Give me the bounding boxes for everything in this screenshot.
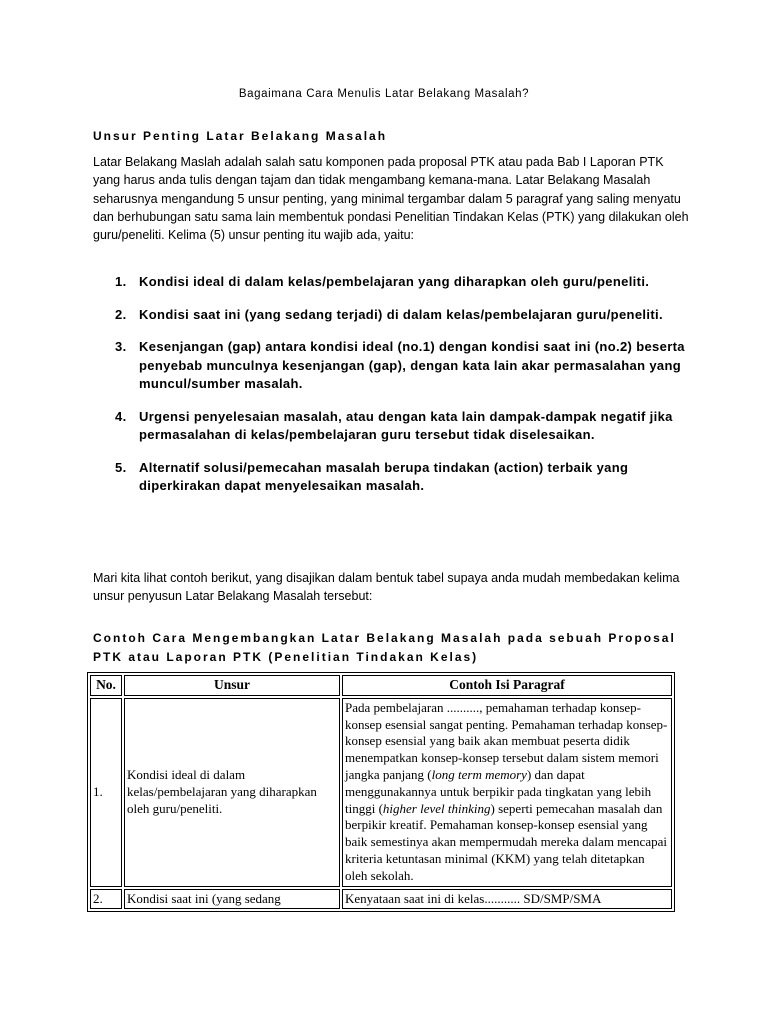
row-no: 1. (90, 698, 122, 887)
list-number: 4. (115, 408, 127, 424)
document-title: Bagaimana Cara Menulis Latar Belakang Masalah? (238, 88, 530, 100)
contoh-italic: higher level thinking (382, 800, 491, 816)
list-text: Kondisi ideal di dalam kelas/pembelajaran yang diharapkan oleh guru/peneliti. (139, 274, 650, 289)
row-unsur: Kondisi saat ini (yang sedang (124, 889, 340, 910)
list-text: Alternatif solusi/pemecahan masalah berupa tindakan (action) terbaik yang diperkirakan dapat menyelesaikan masalah. (139, 459, 629, 493)
unsur-list (93, 273, 693, 510)
list-number: 5. (115, 459, 127, 475)
example-table (87, 672, 675, 912)
row-unsur: Kondisi ideal di dalam kelas/pembelajaran yang diharapkan oleh guru/peneliti. (124, 698, 340, 887)
list-text: Kesenjangan (gap) antara kondisi ideal (no.1) dengan kondisi saat ini (no.2) beserta penyebab munculnya kesenjangan (gap), dengan kata lain akar permasalahan yang muncul/sumber masalah. (139, 339, 685, 391)
list-number: 3. (115, 339, 127, 354)
table-row (90, 889, 672, 910)
contoh-text: ) dan dapat menggunakannya untuk berpikir pada tingkatan yang lebih tinggi ( (345, 766, 652, 816)
intro-paragraph (93, 153, 693, 244)
section-heading-contoh: Contoh Cara Mengembangkan Latar Belakang Masalah pada sebuah Proposal PTK atau Laporan PTK (Penelitian Tindakan Kelas) (93, 631, 676, 664)
list-item (93, 338, 693, 394)
list-item (93, 459, 693, 496)
table-row (90, 698, 672, 887)
list-item (93, 306, 693, 325)
list-item (93, 273, 693, 292)
row-contoh: Kenyataan saat ini di kelas........... SD/SMP/SMA (342, 889, 672, 910)
row-no: 2. (90, 889, 122, 910)
list-number: 1. (115, 274, 127, 289)
contoh-text: Pada pembelajaran .........., pemahaman terhadap konsep-konsep esensial sangat penting. Pemahaman terhadap konsep-konsep esensial yang baik akan membuat peserta didik menempatkan konsep-konsep tersebut dalam sistem memori jangka panjang ( (345, 699, 668, 782)
outro-paragraph: Mari kita lihat contoh berikut, yang disajikan dalam bentuk tabel supaya anda mudah membedakan kelima unsur penyusun Latar Belakang Masalah tersebut: (93, 571, 680, 603)
header-no: No. (90, 675, 122, 696)
list-item (93, 408, 693, 445)
header-unsur: Unsur (124, 675, 340, 696)
list-text: Urgensi penyelesaian masalah, atau dengan kata lain dampak-dampak negatif jika permasalahan di kelas/pembelajaran guru tersebut tidak diselesaikan. (139, 408, 673, 442)
contoh-text: ) seperti pemecahan masalah dan berpikir kreatif. Pemahaman konsep-konsep esensial yang baik semestinya akan mempermudah mereka dalam mencapai kriteria ketuntasan minimal (KKM) yang telah ditetapkan oleh sekolah. (345, 800, 667, 883)
table-header-row (90, 675, 672, 696)
intro-text: Latar Belakang Maslah adalah salah satu komponen pada proposal PTK atau pada Bab I Laporan PTK yang harus anda tulis dengan tajam dan tidak mengambang kemana-mana. Latar Belakang Masalah seharusnya mengandung 5 unsur penting, yang minimal tergambar dalam 5 paragraf yang saling menyatu dan berhubungan satu sama lain membentuk pondasi Penelitian Tindakan Kelas (PTK) yang dilakukan oleh guru/peneliti. Kelima (5) unsur penting itu wajib ada, yaitu: (93, 155, 689, 243)
list-text: Kondisi saat ini (yang sedang terjadi) di dalam kelas/pembelajaran guru/peneliti. (139, 306, 663, 322)
list-number: 2. (115, 306, 127, 322)
section-heading-unsur: Unsur Penting Latar Belakang Masalah (93, 129, 388, 143)
header-contoh: Contoh Isi Paragraf (342, 675, 672, 696)
contoh-italic: long term memory (431, 766, 527, 782)
row-contoh (342, 698, 672, 887)
